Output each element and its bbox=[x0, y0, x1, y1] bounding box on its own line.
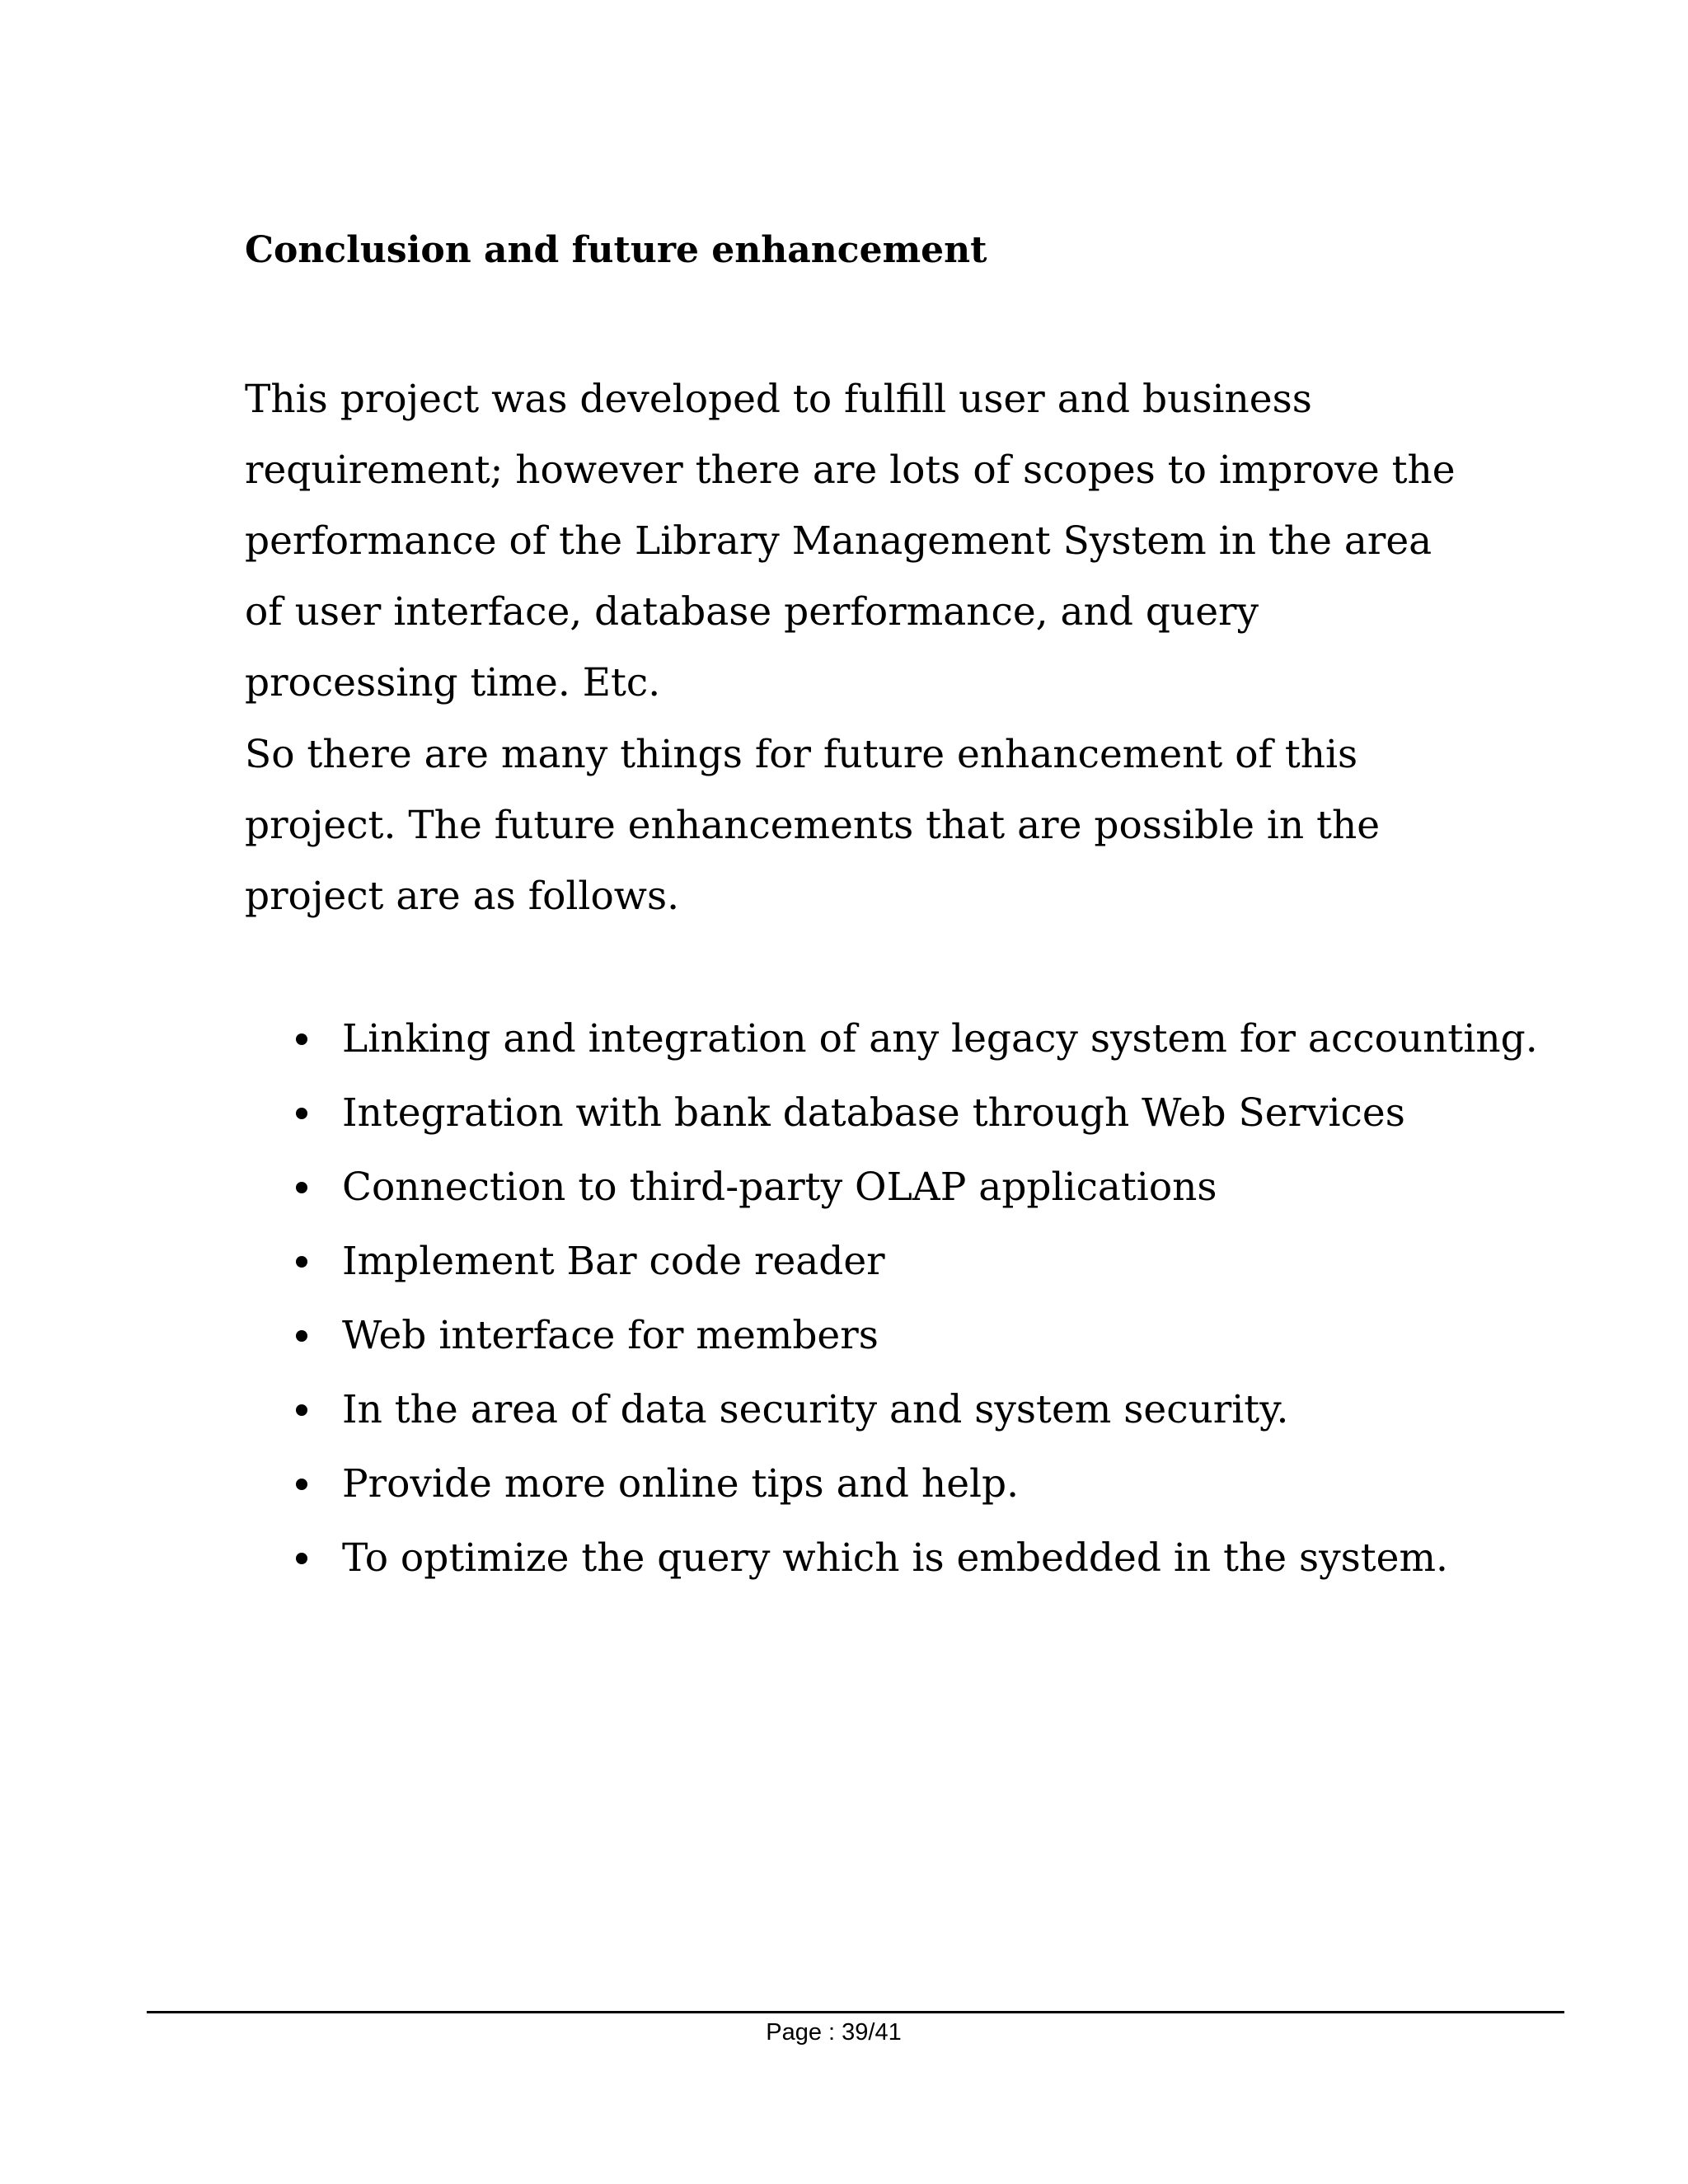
bullet-icon bbox=[296, 1553, 307, 1564]
list-item-text: Provide more online tips and help. bbox=[342, 1461, 1020, 1507]
list-item-text: In the area of data security and system security. bbox=[342, 1387, 1289, 1432]
list-item bbox=[0, 1151, 1688, 1225]
list-item bbox=[0, 1076, 1688, 1151]
list-item-text: Implement Bar code reader bbox=[342, 1239, 885, 1284]
list-item bbox=[0, 1447, 1688, 1521]
list-item bbox=[0, 1373, 1688, 1447]
list-item bbox=[0, 1002, 1688, 1076]
bullet-icon bbox=[296, 1033, 307, 1045]
enhancement-paragraph: So there are many things for future enhancement of this project. The future enhancements that are possible in the project are as follows. bbox=[245, 732, 1381, 919]
list-item-text: Connection to third-party OLAP applications bbox=[342, 1165, 1217, 1210]
list-item bbox=[0, 1521, 1688, 1596]
page-number: Page : 39/41 bbox=[766, 2019, 902, 2046]
list-item-text: Web interface for members bbox=[342, 1313, 879, 1358]
intro-paragraph: This project was developed to fulfill user and business requirement; however there are lots of scopes to improve the performance of the Library Management System in the area of user interface, database performance, and query processing time. Etc. bbox=[245, 377, 1456, 705]
bullet-icon bbox=[296, 1256, 307, 1268]
bullet-icon bbox=[296, 1404, 307, 1416]
bullet-icon bbox=[296, 1182, 307, 1193]
bullet-icon bbox=[296, 1108, 307, 1119]
list-item-text: To optimize the query which is embedded in the system. bbox=[342, 1535, 1449, 1581]
list-item-text: Integration with bank database through Web Services bbox=[342, 1090, 1405, 1136]
enhancement-list bbox=[0, 1002, 1688, 1596]
footer-divider bbox=[147, 2011, 1564, 2013]
list-item bbox=[0, 1225, 1688, 1299]
bullet-icon bbox=[296, 1479, 307, 1490]
bullet-icon bbox=[296, 1330, 307, 1342]
section-heading: Conclusion and future enhancement bbox=[245, 229, 987, 271]
list-item bbox=[0, 1299, 1688, 1373]
list-item-text: Linking and integration of any legacy system for accounting. bbox=[342, 1016, 1538, 1062]
